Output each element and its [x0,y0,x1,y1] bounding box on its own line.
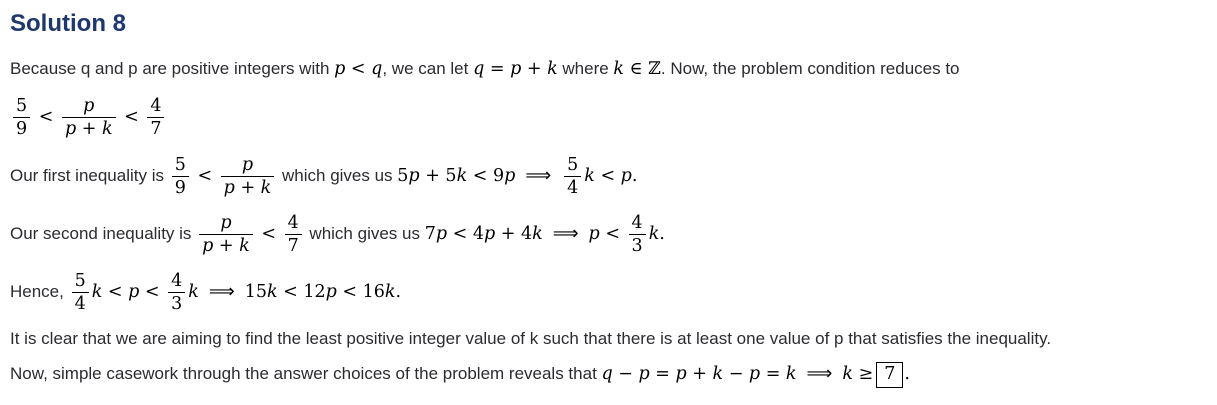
fraction-denominator: 4 [564,176,581,199]
fraction-denominator: 4 [72,292,89,315]
math-fragment: k < p < [91,281,166,302]
fraction-denominator: p + k [199,234,253,257]
fraction-numerator: 5 [174,155,186,175]
math-fragment: k ∈ ℤ [613,59,661,79]
math-fragment: p < [588,223,626,244]
display-inequality [10,95,1207,140]
fraction [62,95,116,140]
fraction-numerator: 4 [287,213,299,233]
intro-paragraph [10,58,1207,80]
math-fragment: 7p < 4p + 4k [424,223,543,244]
math-fragment: q = p + k [473,59,558,79]
implies-arrow: ⟹ [552,222,579,244]
math-fragment: k. [648,223,665,244]
math-fragment: < [191,165,218,186]
fraction [564,154,581,199]
solution-lines [10,58,1207,388]
implies-arrow: ⟹ [525,164,552,186]
fraction-numerator: p [241,155,254,175]
second-inequality-line [10,212,1207,257]
implies-arrow: ⟹ [208,280,235,302]
text-run: Our second inequality is [10,223,197,243]
text-run: where [557,59,614,78]
first-inequality-line [10,154,1207,199]
math-fragment: q − p = p + k − p = k [601,364,797,384]
fraction-denominator: 7 [285,234,302,257]
fraction-numerator: 5 [16,96,28,116]
math-fragment: < [255,223,282,244]
boxed-answer: 7 [876,362,903,388]
fraction-denominator: p + k [221,176,275,199]
fraction-numerator: 5 [74,271,86,291]
math-fragment: k ≥ [842,364,874,384]
math-fragment: < [118,106,145,127]
math-fragment: < [33,106,59,127]
fraction-denominator: 3 [168,292,185,315]
fraction [72,270,89,315]
fraction [285,212,302,257]
fraction-numerator: 5 [567,155,579,175]
fraction [629,212,646,257]
fraction [147,95,164,140]
fraction-denominator: 3 [629,234,646,257]
fraction-numerator: p [83,96,95,116]
math-fragment: k [188,281,199,302]
text-run: Because q and p are positive integers with [10,59,335,78]
math-fragment: . [904,364,910,384]
solution-title: Solution 8 [10,10,126,37]
math-fragment: 5p + 5k < 9p [397,165,516,186]
fraction-denominator: p + k [62,117,116,140]
fraction [168,270,185,315]
fraction-denominator: 9 [13,117,30,140]
conclusion-line [10,362,1207,388]
fraction [13,95,30,140]
fraction [172,154,189,199]
math-fragment: 15k < 12p < 16k. [244,281,402,302]
fraction-denominator: 9 [172,176,189,199]
math-fragment: p < q [334,59,383,79]
text-run: Our first inequality is [10,165,169,185]
implies-arrow: ⟹ [806,363,833,384]
text-run: Hence, [10,281,69,301]
aim-statement [10,328,1207,349]
text-run: which gives us [277,165,398,185]
text-run: It is clear that we are aiming to find the least positive integer value of k such that there is at least one value of p that satisfies the inequality. [10,329,1052,348]
fraction [221,154,275,199]
fraction-numerator: p [220,213,232,233]
text-run: , we can let [382,59,474,78]
fraction-numerator: 4 [631,213,643,233]
fraction [199,212,253,257]
fraction-numerator: 4 [171,271,183,291]
text-run: . Now, the problem condition reduces to [660,59,960,78]
text-run: which gives us [304,223,425,243]
fraction-numerator: 4 [150,96,162,116]
math-fragment: k < p. [584,165,638,186]
text-run: Now, simple casework through the answer choices of the problem reveals that [10,364,602,383]
hence-line [10,270,1207,315]
fraction-denominator: 7 [147,117,164,140]
